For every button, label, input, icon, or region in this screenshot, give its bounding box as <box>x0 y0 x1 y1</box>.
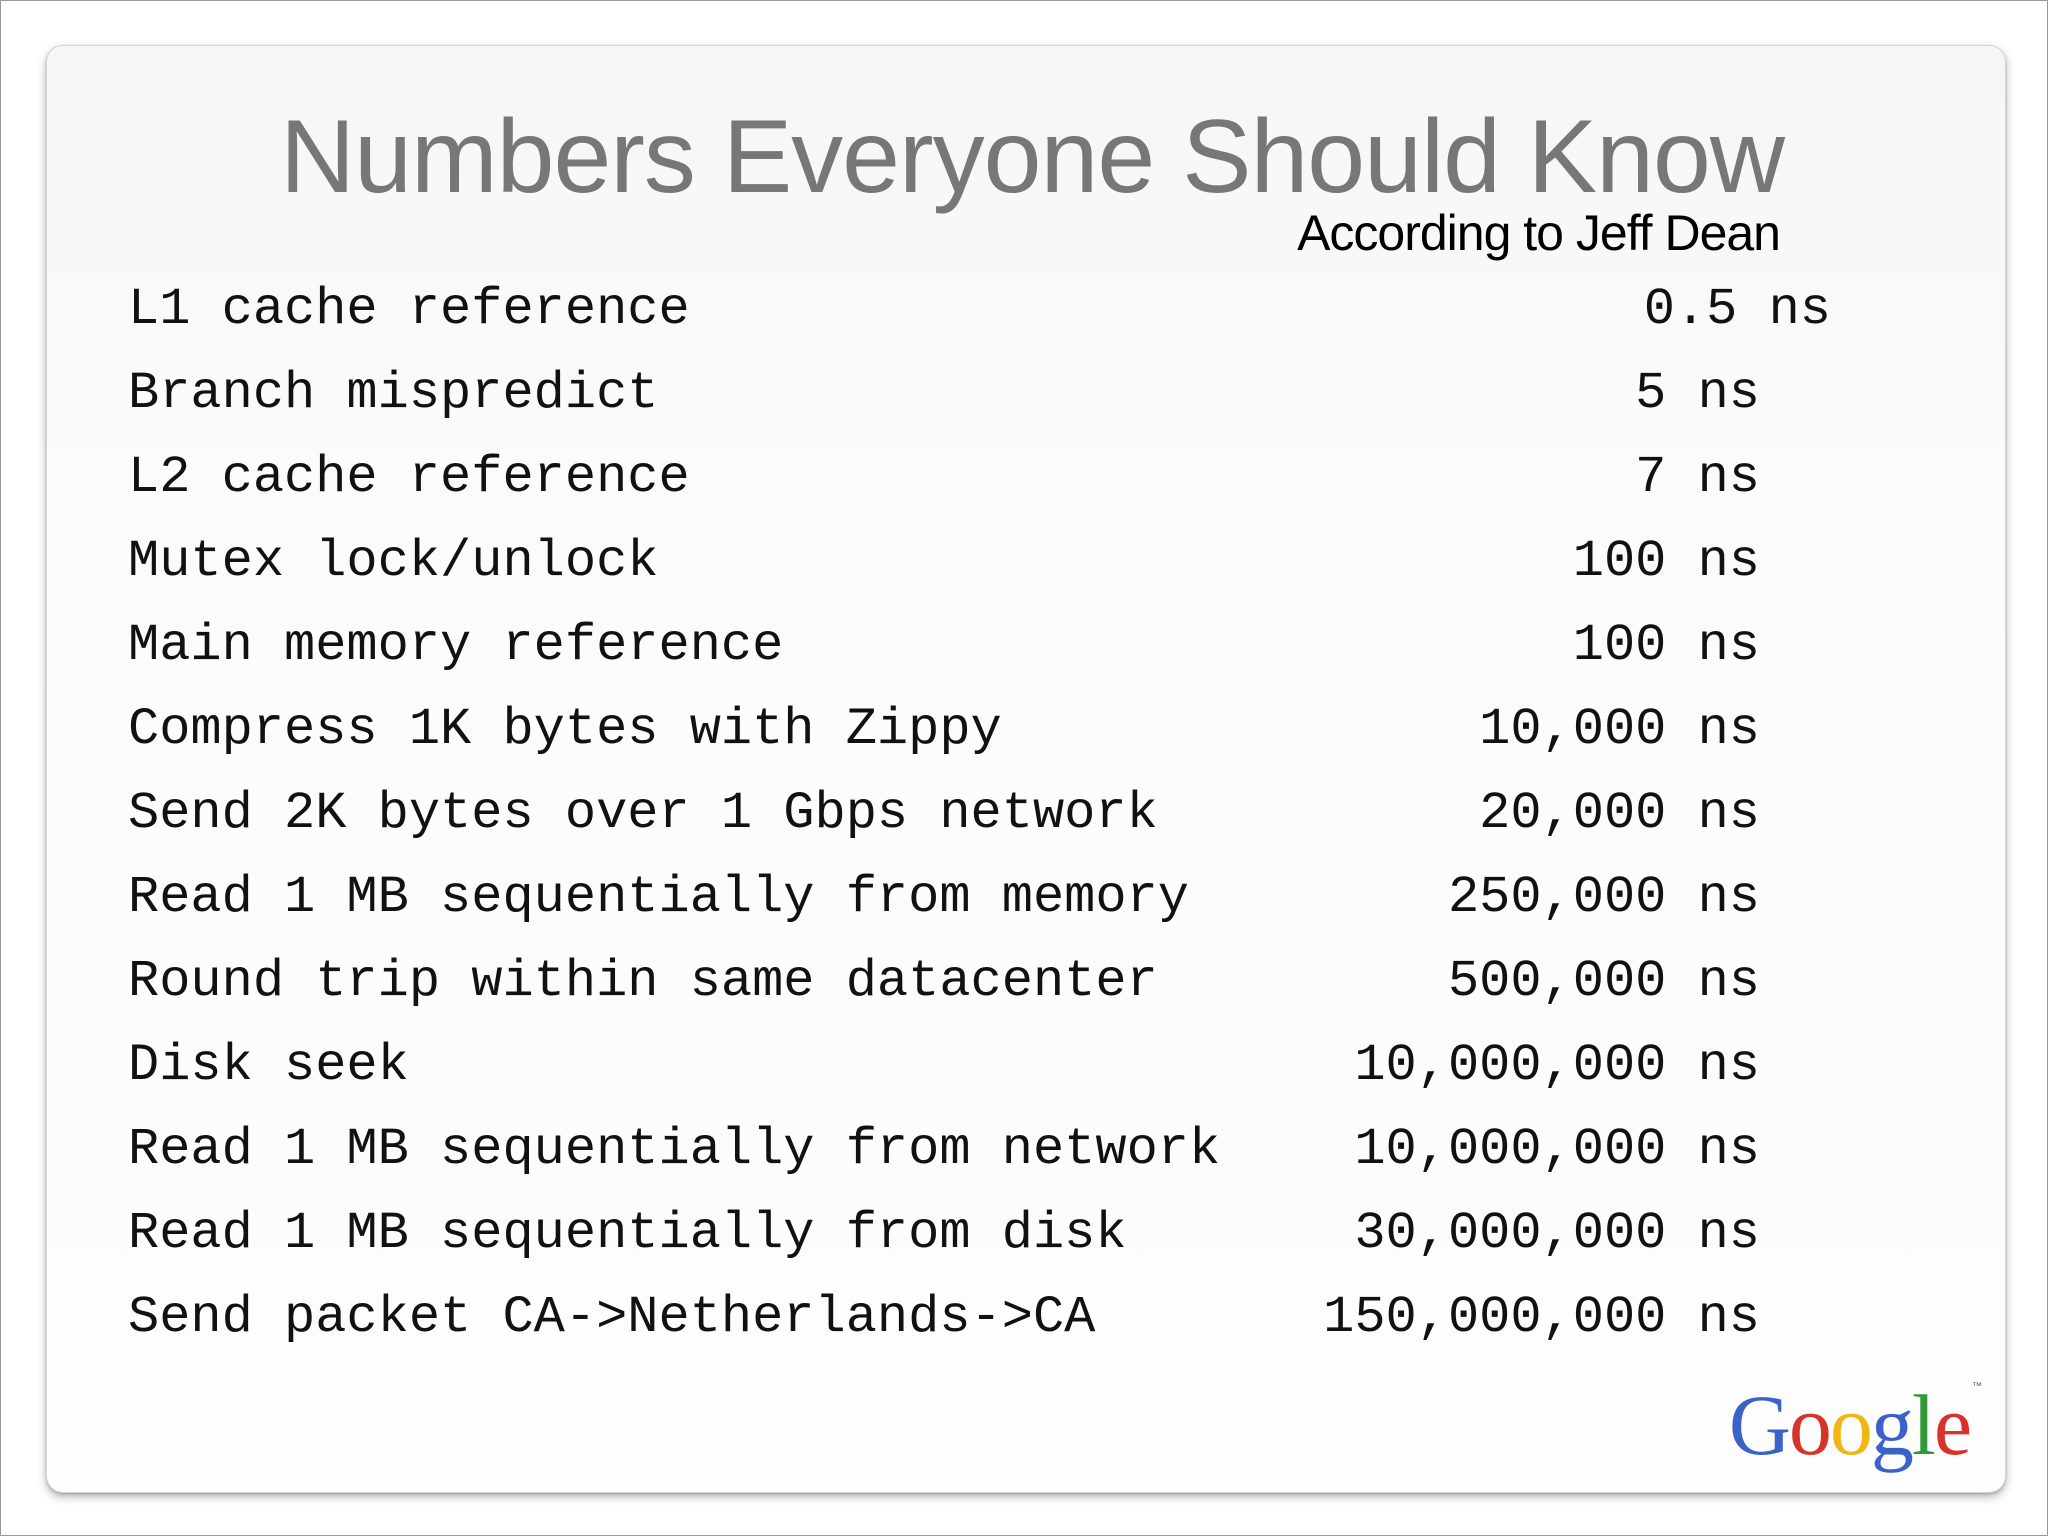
latency-value: 0.5 ns <box>1643 280 1831 339</box>
latency-row <box>128 352 1928 436</box>
latency-row <box>128 856 1928 940</box>
latency-row <box>128 1276 1928 1360</box>
latency-row <box>128 604 1928 688</box>
trademark-mark: ™ <box>1972 1381 1980 1392</box>
latency-row <box>128 268 1928 352</box>
latency-row <box>128 520 1928 604</box>
latency-label: L1 cache reference <box>128 280 690 339</box>
latency-label: Round trip within same datacenter <box>128 952 1158 1011</box>
latency-row <box>128 772 1928 856</box>
latency-row <box>128 1108 1928 1192</box>
latency-label: Compress 1K bytes with Zippy <box>128 700 1002 759</box>
logo-letter: l <box>1911 1377 1934 1473</box>
latency-label: Send 2K bytes over 1 Gbps network <box>128 784 1158 843</box>
logo-letter: o <box>1788 1377 1830 1473</box>
latency-label: Send packet CA->Netherlands->CA <box>128 1288 1096 1347</box>
latency-label: Disk seek <box>128 1036 409 1095</box>
latency-value: 7 ns <box>1635 448 1760 507</box>
logo-letter: g <box>1870 1377 1912 1473</box>
logo-letter: e <box>1933 1377 1970 1473</box>
latency-label: L2 cache reference <box>128 448 690 507</box>
latency-row <box>128 1024 1928 1108</box>
latency-row <box>128 1192 1928 1276</box>
logo-letter: o <box>1829 1377 1871 1473</box>
latency-value: 30,000,000 ns <box>1354 1204 1760 1263</box>
latency-value: 100 ns <box>1572 616 1760 675</box>
latency-label: Read 1 MB sequentially from disk <box>128 1204 1127 1263</box>
latency-value: 500,000 ns <box>1447 952 1760 1011</box>
latency-label: Main memory reference <box>128 616 784 675</box>
latency-table <box>128 268 1928 1360</box>
latency-value: 20,000 ns <box>1479 784 1760 843</box>
latency-label: Mutex lock/unlock <box>128 532 659 591</box>
latency-row <box>128 688 1928 772</box>
latency-value: 10,000 ns <box>1479 700 1760 759</box>
latency-value: 150,000,000 ns <box>1323 1288 1760 1347</box>
latency-value: 10,000,000 ns <box>1354 1036 1760 1095</box>
slide-subtitle: According to Jeff Dean <box>1297 205 1780 261</box>
latency-value: 10,000,000 ns <box>1354 1120 1760 1179</box>
latency-label: Branch mispredict <box>128 364 659 423</box>
latency-label: Read 1 MB sequentially from memory <box>128 868 1189 927</box>
latency-label: Read 1 MB sequentially from network <box>128 1120 1221 1179</box>
latency-row <box>128 940 1928 1024</box>
logo-letter: G <box>1728 1377 1789 1473</box>
latency-value: 100 ns <box>1572 532 1760 591</box>
latency-value: 5 ns <box>1635 364 1760 423</box>
slide-title: Numbers Everyone Should Know <box>280 99 1784 215</box>
latency-row <box>128 436 1928 520</box>
latency-value: 250,000 ns <box>1447 868 1760 927</box>
google-logo <box>1728 1377 1980 1473</box>
